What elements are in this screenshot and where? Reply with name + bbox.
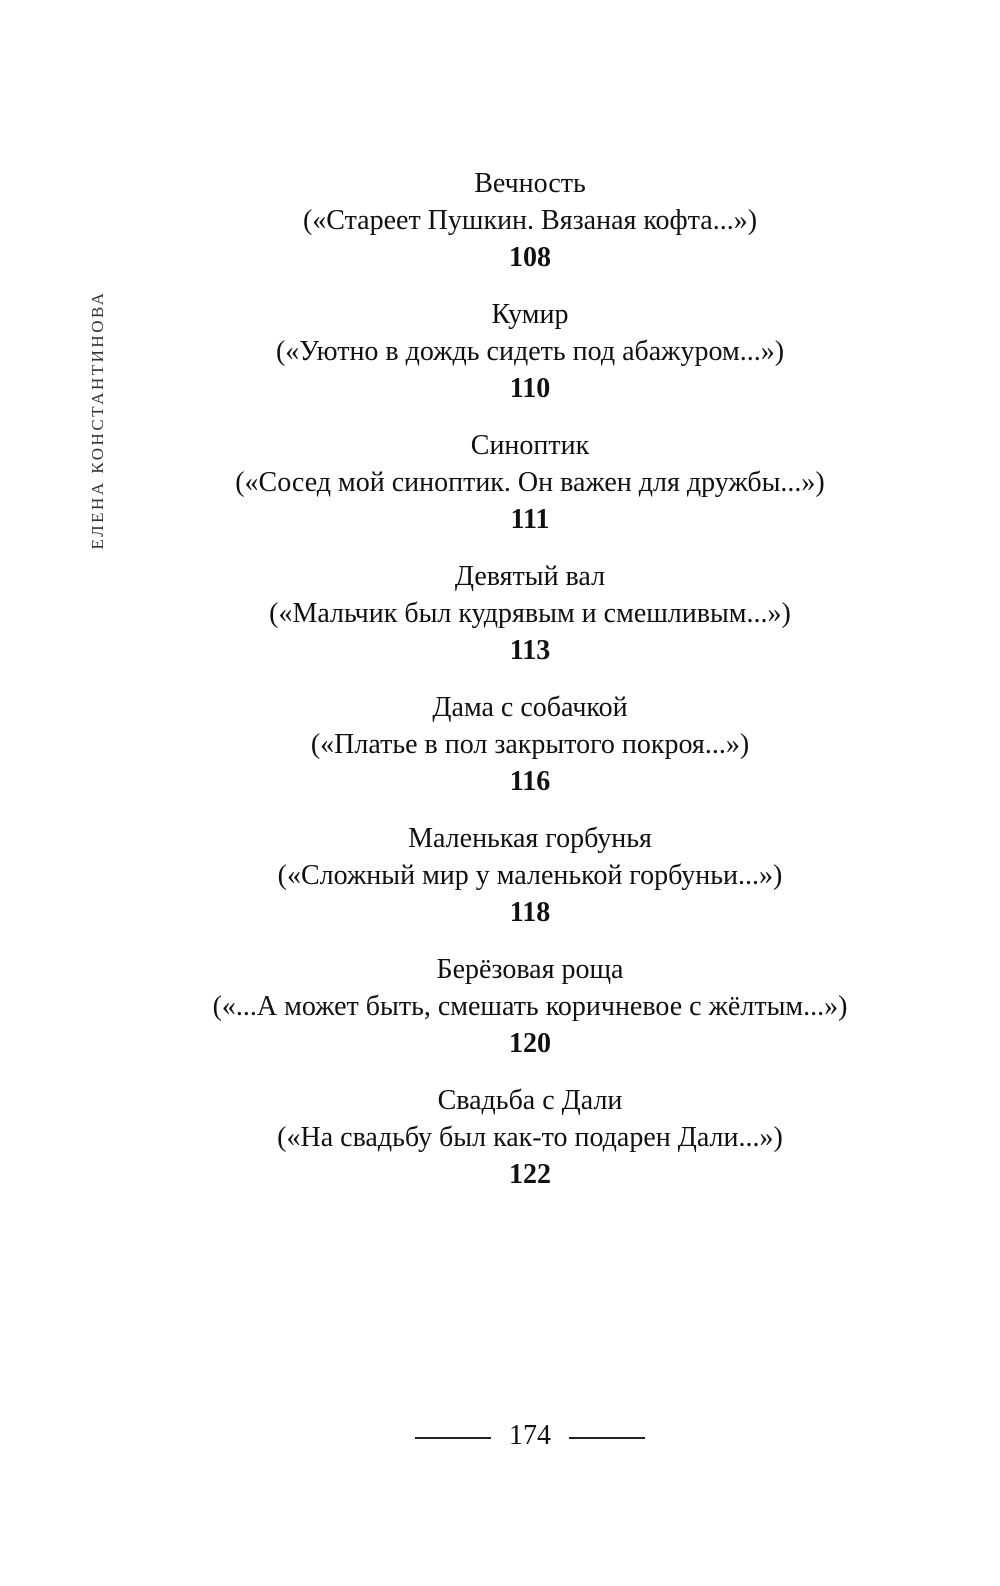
toc-entry-title: Маленькая горбунья bbox=[408, 823, 652, 854]
toc-entry-first-line: («Платье в пол закрытого покроя...») bbox=[310, 729, 750, 760]
page-folio bbox=[0, 1416, 1000, 1456]
toc-entry-first-line: («Сложный мир у маленькой горбуньи...») bbox=[277, 860, 783, 891]
folio-right-rule bbox=[569, 1437, 645, 1439]
toc-entry-title: Девятый вал bbox=[454, 561, 606, 592]
toc-entry bbox=[80, 951, 980, 1082]
toc-entry bbox=[80, 427, 980, 558]
toc-entry-title: Синоптик bbox=[470, 430, 590, 461]
toc-entry-title: Свадьба с Дали bbox=[437, 1085, 623, 1116]
toc-entry-page-number: 113 bbox=[509, 635, 551, 666]
toc-entry-first-line: («На свадьбу был как-то подарен Дали...») bbox=[277, 1122, 783, 1153]
toc-entry-first-line: («Уютно в дождь сидеть под абажуром...») bbox=[275, 336, 785, 367]
toc-entry-page-number: 122 bbox=[509, 1159, 551, 1190]
toc-entry-page-number: 118 bbox=[509, 897, 551, 928]
toc-entry-first-line: («...А может быть, смешать коричневое с жёлтым...») bbox=[212, 991, 848, 1022]
toc-entry bbox=[80, 1082, 980, 1213]
toc-entry-title: Вечность bbox=[474, 168, 586, 199]
toc-entry bbox=[80, 296, 980, 427]
toc-entry-first-line: («Мальчик был кудрявым и смешливым...») bbox=[269, 598, 791, 629]
running-head-author: ЕЛЕНА КОНСТАНТИНОВА bbox=[88, 290, 107, 550]
toc-entry bbox=[80, 689, 980, 820]
toc-entry-title: Кумир bbox=[491, 299, 569, 330]
toc-entry-page-number: 108 bbox=[509, 242, 551, 273]
toc-entry bbox=[80, 165, 980, 296]
toc-entry-page-number: 110 bbox=[509, 373, 551, 404]
toc-entry-first-line: («Сосед мой синоптик. Он важен для дружбы...») bbox=[235, 467, 825, 498]
toc-entry-page-number: 116 bbox=[509, 766, 551, 797]
table-of-contents bbox=[80, 165, 980, 1213]
toc-entry-title: Берёзовая роща bbox=[436, 954, 624, 985]
page-number: 174 bbox=[509, 1420, 551, 1451]
toc-entry-page-number: 111 bbox=[510, 504, 550, 535]
folio-left-rule bbox=[415, 1437, 491, 1439]
toc-entry bbox=[80, 820, 980, 951]
toc-entry-page-number: 120 bbox=[509, 1028, 551, 1059]
toc-entry bbox=[80, 558, 980, 689]
toc-entry-title: Дама с собачкой bbox=[432, 692, 628, 723]
toc-entry-first-line: («Стареет Пушкин. Вязаная кофта...») bbox=[302, 205, 758, 236]
